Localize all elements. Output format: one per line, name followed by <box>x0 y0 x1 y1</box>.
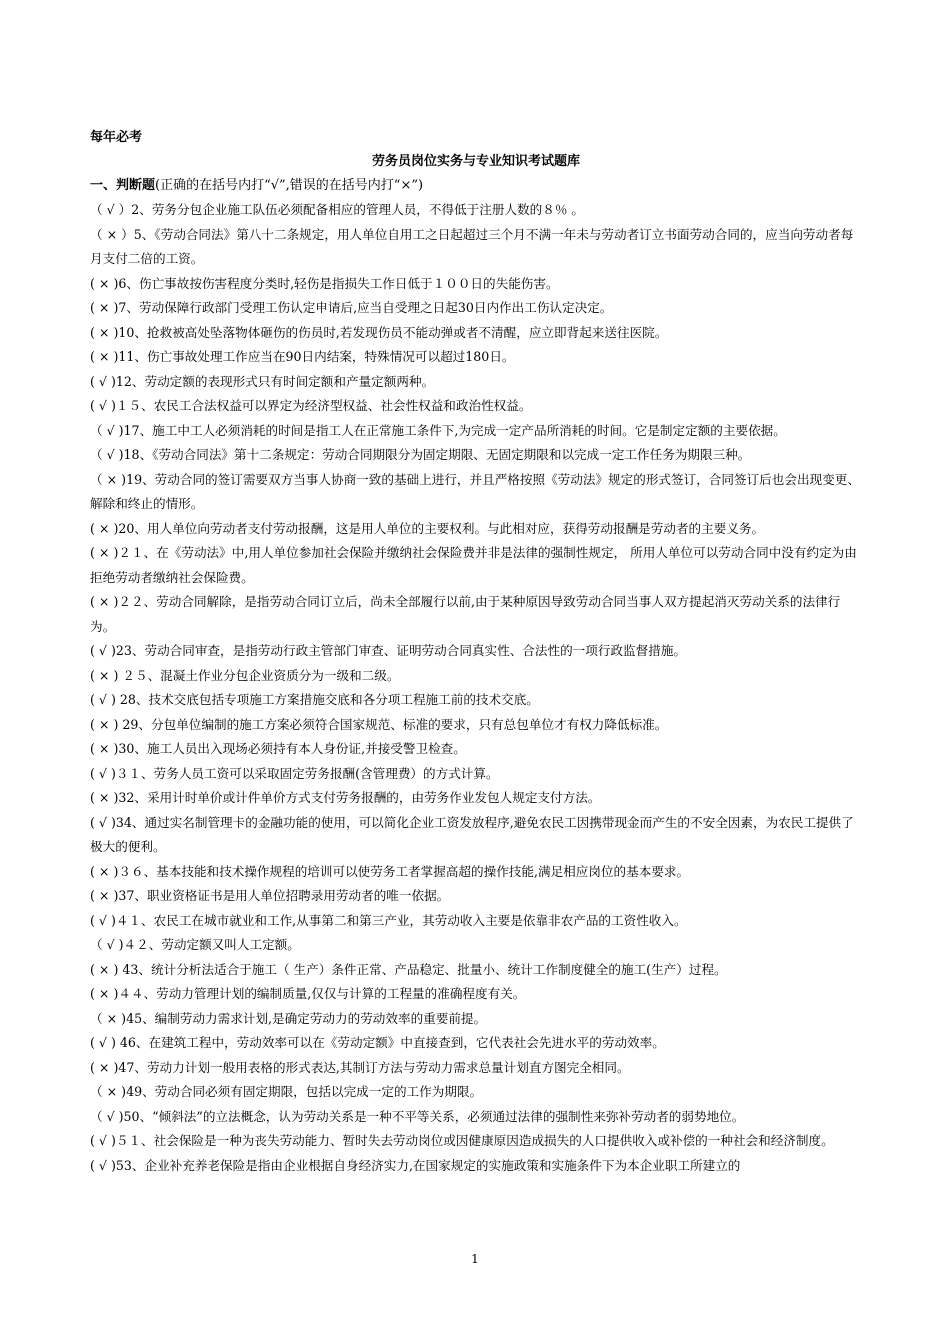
section-note: (正确的在括号内打“√”,错误的在括号内打“×”) <box>155 178 424 193</box>
section-head: 一、判断题 <box>90 178 156 193</box>
question-item: ( × )10、抢救被高处坠落物体砸伤的伤员时,若发现伤员不能动弹或者不清醒，应立即背起来送往医院。 <box>90 324 668 340</box>
question-item: （ × )45、编制劳动力需求计划,是确定劳动力的劳动效率的重要前提。 <box>90 1010 487 1026</box>
question-item: ( × )20、用人单位向劳动者支付劳动报酬，这是用人单位的主要权利。与此相对应，获得劳动报酬是劳动者的主要义务。 <box>90 520 765 536</box>
top-label: 每年必考 <box>90 130 143 145</box>
question-item: （ √ )17、施工中工人必须消耗的时间是指工人在正常施工条件下,为完成一定产品所消耗的时间。它是制定定额的主要依据。 <box>90 422 786 438</box>
question-item: ( × )11、伤亡事故处理工作应当在90日内结案，特殊情况可以超过180日。 <box>90 349 515 364</box>
question-item: ( √ )１５、农民工合法权益可以界定为经济型权益、社会性权益和政治性权益。 <box>90 398 532 413</box>
question-item: （ × ）5、《劳动合同法》第八十二条规定，用人单位自用工之日起超过三个月不满一年未与劳动者订立书面劳动合同的，应当向劳动者每月支付二倍的工资。 <box>90 226 854 266</box>
question-item: ( √ )53、企业补充养老保险是指由企业根据自身经济实力,在国家规定的实施政策和实施条件下为本企业职工所建立的 <box>90 1157 741 1173</box>
question-item: ( × ) 43、统计分析法适合于施工（ 生产）条件正常、产品稳定、批量小、统计工作制度健全的施工(生产）过程。 <box>90 961 727 977</box>
question-item: ( × ) 29、分包单位编制的施工方案必须符合国家规范、标准的要求，只有总包单位才有权力降低标准。 <box>90 716 668 732</box>
question-item: ( √ ) 28、技术交底包括专项施工方案措施交底和各分项工程施工前的技术交底。 <box>90 692 539 707</box>
question-item: ( √ )４１、农民工在城市就业和工作,从事第二和第三产业，其劳动收入主要是依靠非农产品的工资性收入。 <box>90 912 687 928</box>
question-item: ( × )7、劳动保障行政部门受理工伤认定申请后,应当自受理之日起30日内作出工伤认定决定。 <box>90 300 613 315</box>
question-item: （ × )19、劳动合同的签订需要双方当事人协商一致的基础上进行，并且严格按照《劳动法》规定的形式签订，合同签订后也会出现变更、解除和终止的情形。 <box>90 471 860 511</box>
question-item: ( √ )23、劳动合同审查，是指劳动行政主管部门审查、证明劳动合同真实性、合法性的一项行政监督措施。 <box>90 643 687 658</box>
question-item: ( × )6、伤亡事故按伤害程度分类时,轻伤是指损失工作日低于１００日的失能伤害。 <box>90 275 559 291</box>
question-item: （ √ )４２、劳动定额又叫人工定额。 <box>90 937 300 952</box>
question-item: ( × )２２、劳动合同解除，是指劳动合同订立后，尚未全部履行以前,由于某种原因导致劳动合同当事人双方提起消灭劳动关系的法律行为。 <box>90 594 841 634</box>
question-item: ( × )４４、劳动力管理计划的编制质量,仅仅与计算的工程量的准确程度有关。 <box>90 986 526 1001</box>
question-item: ( √ )３１、劳务人员工资可以采取固定劳务报酬(含管理费）的方式计算。 <box>90 765 499 781</box>
question-item: ( × )30、施工人员出入现场必须持有本人身份证,并接受警卫检查。 <box>90 741 466 756</box>
question-item: ( × )32、采用计时单价或计件单价方式支付劳务报酬的，由劳务作业发包人规定支付方法。 <box>90 790 601 805</box>
question-item: ( × )３６、基本技能和技术操作规程的培训可以使劳务工者掌握高超的操作技能,满足相应岗位的基本要求。 <box>90 863 690 879</box>
question-list <box>90 198 862 1178</box>
question-item: ( × )47、劳动力计划一般用表格的形式表达,其制订方法与劳动力需求总量计划直方图完全相同。 <box>90 1059 630 1075</box>
question-item: （ √ )50、“倾斜法”的立法概念，认为劳动关系是一种不平等关系，必须通过法律的强制性来弥补劳动者的弱势地位。 <box>90 1108 745 1124</box>
question-item: （ × )49、劳动合同必须有固定期限，包括以完成一定的工作为期限。 <box>90 1084 483 1099</box>
question-item: ( √ ) 46、在建筑工程中，劳动效率可以在《劳动定额》中直接查到，它代表社会先进水平的劳动效率。 <box>90 1035 665 1050</box>
section-heading <box>90 174 862 198</box>
question-item: （ √ ）2、劳务分包企业施工队伍必须配备相应的管理人员，不得低于注册人数的８％ 。 <box>90 202 585 217</box>
question-item: ( × )２１、在《劳动法》中,用人单位参加社会保险并缴纳社会保险费并非是法律的强制性规定， 所用人单位可以劳动合同中没有约定为由拒绝劳动者缴纳社会保险费。 <box>90 545 857 585</box>
question-item: ( × )37、职业资格证书是用人单位招聘录用劳动者的唯一依据。 <box>90 888 450 903</box>
document-title: 劳务员岗位实务与专业知识考试题库 <box>371 154 580 169</box>
question-item: ( √ )５１、社会保险是一种为丧失劳动能力、暂时失去劳动岗位或因健康原因造成损失的人口提供收入或补偿的一种社会和经济制度。 <box>90 1133 834 1148</box>
page-number: 1 <box>471 1252 479 1266</box>
question-item: ( √ )34、通过实名制管理卡的金融功能的使用，可以简化企业工资发放程序,避免农民工因携带现金而产生的不安全因素，为农民工提供了极大的便利。 <box>90 814 854 854</box>
question-item: ( × ) ２５、混凝土作业分包企业资质分为一级和二级。 <box>90 667 400 683</box>
question-item: ( √ )12、劳动定额的表现形式只有时间定额和产量定额两种。 <box>90 373 435 389</box>
question-item: （ √ )18、《劳动合同法》第十二条规定：劳动合同期限分为固定期限、无固定期限和以完成一定工作任务为期限三种。 <box>90 447 751 462</box>
